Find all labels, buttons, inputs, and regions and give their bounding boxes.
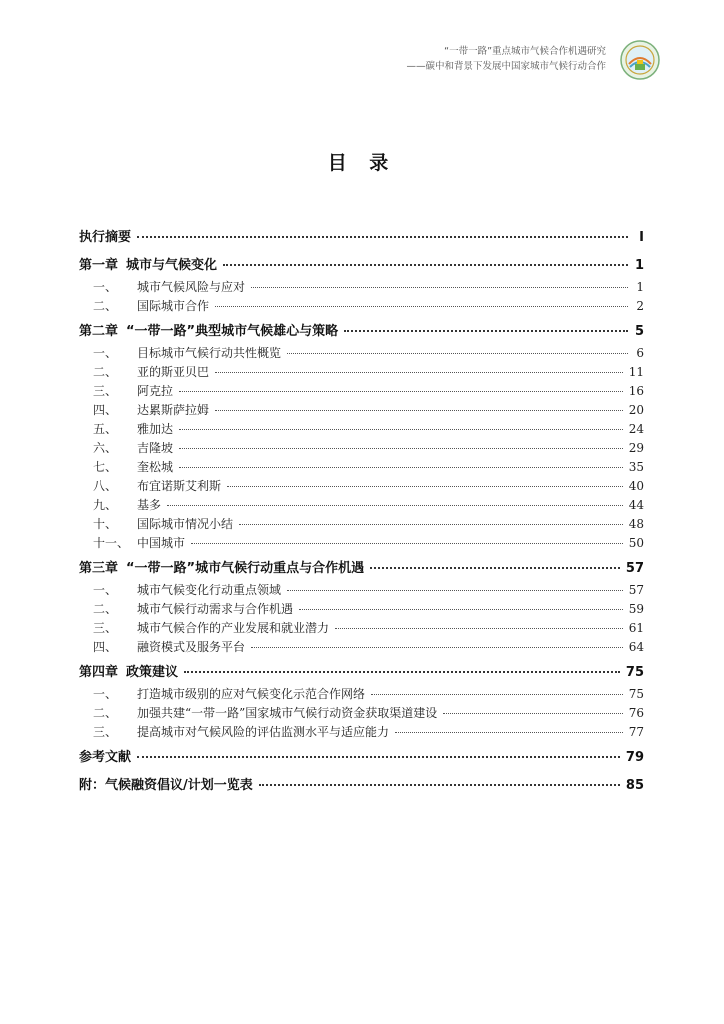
toc-page-number: 57	[628, 583, 644, 597]
toc-entry-number: 三、	[93, 725, 118, 739]
toc-page-number: 75	[625, 665, 644, 680]
toc-entry-label: 参考文献	[79, 750, 132, 765]
toc-entry-number: 二、	[93, 299, 118, 313]
toc-entry-label: 阿克拉	[137, 384, 174, 398]
toc-entry-label: 融资模式及服务平台	[137, 640, 246, 654]
toc-page-number: 50	[628, 536, 644, 550]
dot-leader	[259, 784, 620, 786]
toc-page-number: 61	[628, 621, 644, 635]
toc-entry-label: 城市气候行动需求与合作机遇	[137, 602, 294, 616]
header-line-2: ——碳中和背景下发展中国家城市气候行动合作	[406, 61, 606, 72]
toc-page-number: 79	[625, 750, 644, 765]
toc-entry-number: 六、	[93, 441, 118, 455]
running-header	[406, 44, 606, 74]
toc-entry-label: 城市与气候变化	[126, 258, 218, 273]
toc-page-number: 20	[628, 403, 644, 417]
toc-page-number: I	[639, 230, 644, 245]
toc-page-number: 75	[628, 687, 644, 701]
dot-leader	[251, 647, 623, 648]
toc-entry-number: 第一章	[79, 258, 119, 273]
toc-entry-label: 城市气候变化行动重点领域	[137, 583, 282, 597]
toc-page-number: 29	[628, 441, 644, 455]
toc-entry-label: “一带一路”城市气候行动重点与合作机遇	[126, 561, 365, 576]
toc-page-number: 44	[628, 498, 644, 512]
toc-entry-label: “一带一路”典型城市气候雄心与策略	[126, 324, 339, 339]
dot-leader	[370, 567, 620, 569]
toc-page-number: 57	[625, 561, 644, 576]
toc-section-entry[interactable]	[79, 685, 644, 704]
toc-entry-number: 二、	[93, 365, 118, 379]
dot-leader	[395, 732, 623, 733]
dot-leader	[137, 236, 628, 238]
toc-entry-label: 城市气候合作的产业发展和就业潜力	[137, 621, 330, 635]
toc-section-entry[interactable]	[79, 619, 644, 638]
toc-section-entry[interactable]	[79, 344, 644, 363]
toc-entry-number: 八、	[93, 479, 118, 493]
dot-leader	[215, 372, 623, 373]
toc-entry-label: 目标城市气候行动共性概览	[137, 346, 282, 360]
dot-leader	[215, 306, 628, 307]
toc-entry-label: 中国城市	[137, 536, 186, 550]
toc-section-entry[interactable]	[79, 723, 644, 742]
toc-section-entry[interactable]	[79, 581, 644, 600]
toc-entry-label: 城市气候风险与应对	[137, 280, 246, 294]
toc-entry-number: 七、	[93, 460, 118, 474]
toc-entry-label: 提高城市对气候风险的评估监测水平与适应能力	[137, 725, 390, 739]
toc-chapter-entry[interactable]	[79, 661, 644, 685]
toc-entry-label: 达累斯萨拉姆	[137, 403, 210, 417]
toc-entry-label: 政策建议	[126, 665, 179, 680]
toc-entry-number: 十、	[93, 517, 118, 531]
dot-leader	[344, 330, 628, 332]
table-of-contents	[79, 226, 644, 798]
toc-page-number: 85	[625, 778, 644, 793]
toc-section-entry[interactable]	[79, 477, 644, 496]
toc-page-number: 48	[628, 517, 644, 531]
toc-chapter-entry[interactable]	[79, 226, 644, 250]
toc-section-entry[interactable]	[79, 363, 644, 382]
toc-page-number: 40	[628, 479, 644, 493]
toc-section-entry[interactable]	[79, 704, 644, 723]
dot-leader	[179, 448, 623, 449]
dot-leader	[191, 543, 623, 544]
toc-page-number: 59	[628, 602, 644, 616]
toc-entry-number: 三、	[93, 621, 118, 635]
toc-entry-label: 加强共建“一带一路”国家城市气候行动资金获取渠道建设	[137, 706, 438, 720]
toc-entry-number: 一、	[93, 687, 118, 701]
toc-section-entry[interactable]	[79, 401, 644, 420]
header-line-1: “一带一路”重点城市气候合作机遇研究	[444, 46, 606, 57]
toc-entry-label: 雅加达	[137, 422, 174, 436]
toc-section-entry[interactable]	[79, 278, 644, 297]
toc-section-entry[interactable]	[79, 638, 644, 657]
toc-entry-label: 奎松城	[137, 460, 174, 474]
toc-entry-number: 第四章	[79, 665, 119, 680]
toc-entry-number: 一、	[93, 346, 118, 360]
dot-leader	[239, 524, 623, 525]
toc-entry-label: 执行摘要	[79, 230, 132, 245]
toc-page-number: 76	[628, 706, 644, 720]
toc-entry-number: 三、	[93, 384, 118, 398]
dot-leader	[167, 505, 623, 506]
toc-page-number: 1	[636, 280, 644, 294]
toc-section-entry[interactable]	[79, 458, 644, 477]
dot-leader	[179, 391, 623, 392]
toc-section-entry[interactable]	[79, 515, 644, 534]
toc-page-number: 35	[628, 460, 644, 474]
toc-section-entry[interactable]	[79, 600, 644, 619]
dot-leader	[287, 590, 623, 591]
toc-entry-number: 二、	[93, 706, 118, 720]
toc-page-number: 64	[628, 640, 644, 654]
dot-leader	[227, 486, 623, 487]
toc-entry-label: 吉隆坡	[137, 441, 174, 455]
toc-entry-number: 九、	[93, 498, 118, 512]
dot-leader	[137, 756, 620, 758]
toc-section-entry[interactable]	[79, 420, 644, 439]
toc-entry-label: 国际城市情况小结	[137, 517, 234, 531]
toc-entry-label: 基多	[137, 498, 162, 512]
dot-leader	[184, 671, 620, 673]
dot-leader	[215, 410, 623, 411]
toc-page-number: 5	[634, 324, 644, 339]
toc-entry-number: 五、	[93, 422, 118, 436]
toc-section-entry[interactable]	[79, 496, 644, 515]
toc-page-number: 11	[628, 365, 644, 379]
toc-section-entry[interactable]	[79, 439, 644, 458]
dot-leader	[287, 353, 628, 354]
toc-section-entry[interactable]	[79, 297, 644, 316]
toc-chapter-entry[interactable]	[79, 774, 644, 798]
dot-leader	[251, 287, 628, 288]
dot-leader	[179, 467, 623, 468]
toc-chapter-entry[interactable]	[79, 557, 644, 581]
dot-leader	[443, 713, 622, 714]
toc-page-number: 6	[636, 346, 644, 360]
page-title: 目 录	[327, 152, 397, 174]
toc-page-number: 24	[628, 422, 644, 436]
toc-page-number: 1	[634, 258, 644, 273]
toc-entry-label: 布宜诺斯艾利斯	[137, 479, 222, 493]
toc-chapter-entry[interactable]	[79, 254, 644, 278]
toc-entry-number: 四、	[93, 403, 118, 417]
toc-section-entry[interactable]	[79, 382, 644, 401]
toc-entry-number: 十一、	[93, 536, 130, 550]
dot-leader	[223, 264, 628, 266]
dot-leader	[371, 694, 623, 695]
toc-entry-number: 二、	[93, 602, 118, 616]
toc-page-number: 16	[628, 384, 644, 398]
toc-entry-number: 第二章	[79, 324, 119, 339]
toc-entry-number: 一、	[93, 280, 118, 294]
toc-entry-label: 打造城市级别的应对气候变化示范合作网络	[137, 687, 366, 701]
toc-chapter-entry[interactable]	[79, 746, 644, 770]
toc-page-number: 77	[628, 725, 644, 739]
toc-entry-label: 附：气候融资倡议/计划一览表	[79, 778, 253, 793]
dot-leader	[179, 429, 623, 430]
globe-emblem-icon	[620, 40, 660, 80]
toc-entry-number: 一、	[93, 583, 118, 597]
toc-entry-number: 四、	[93, 640, 118, 654]
toc-chapter-entry[interactable]	[79, 320, 644, 344]
dot-leader	[335, 628, 623, 629]
toc-page-number: 2	[636, 299, 644, 313]
toc-section-entry[interactable]	[79, 534, 644, 553]
toc-entry-number: 第三章	[79, 561, 119, 576]
toc-entry-label: 亚的斯亚贝巴	[137, 365, 210, 379]
dot-leader	[299, 609, 623, 610]
toc-entry-label: 国际城市合作	[137, 299, 210, 313]
